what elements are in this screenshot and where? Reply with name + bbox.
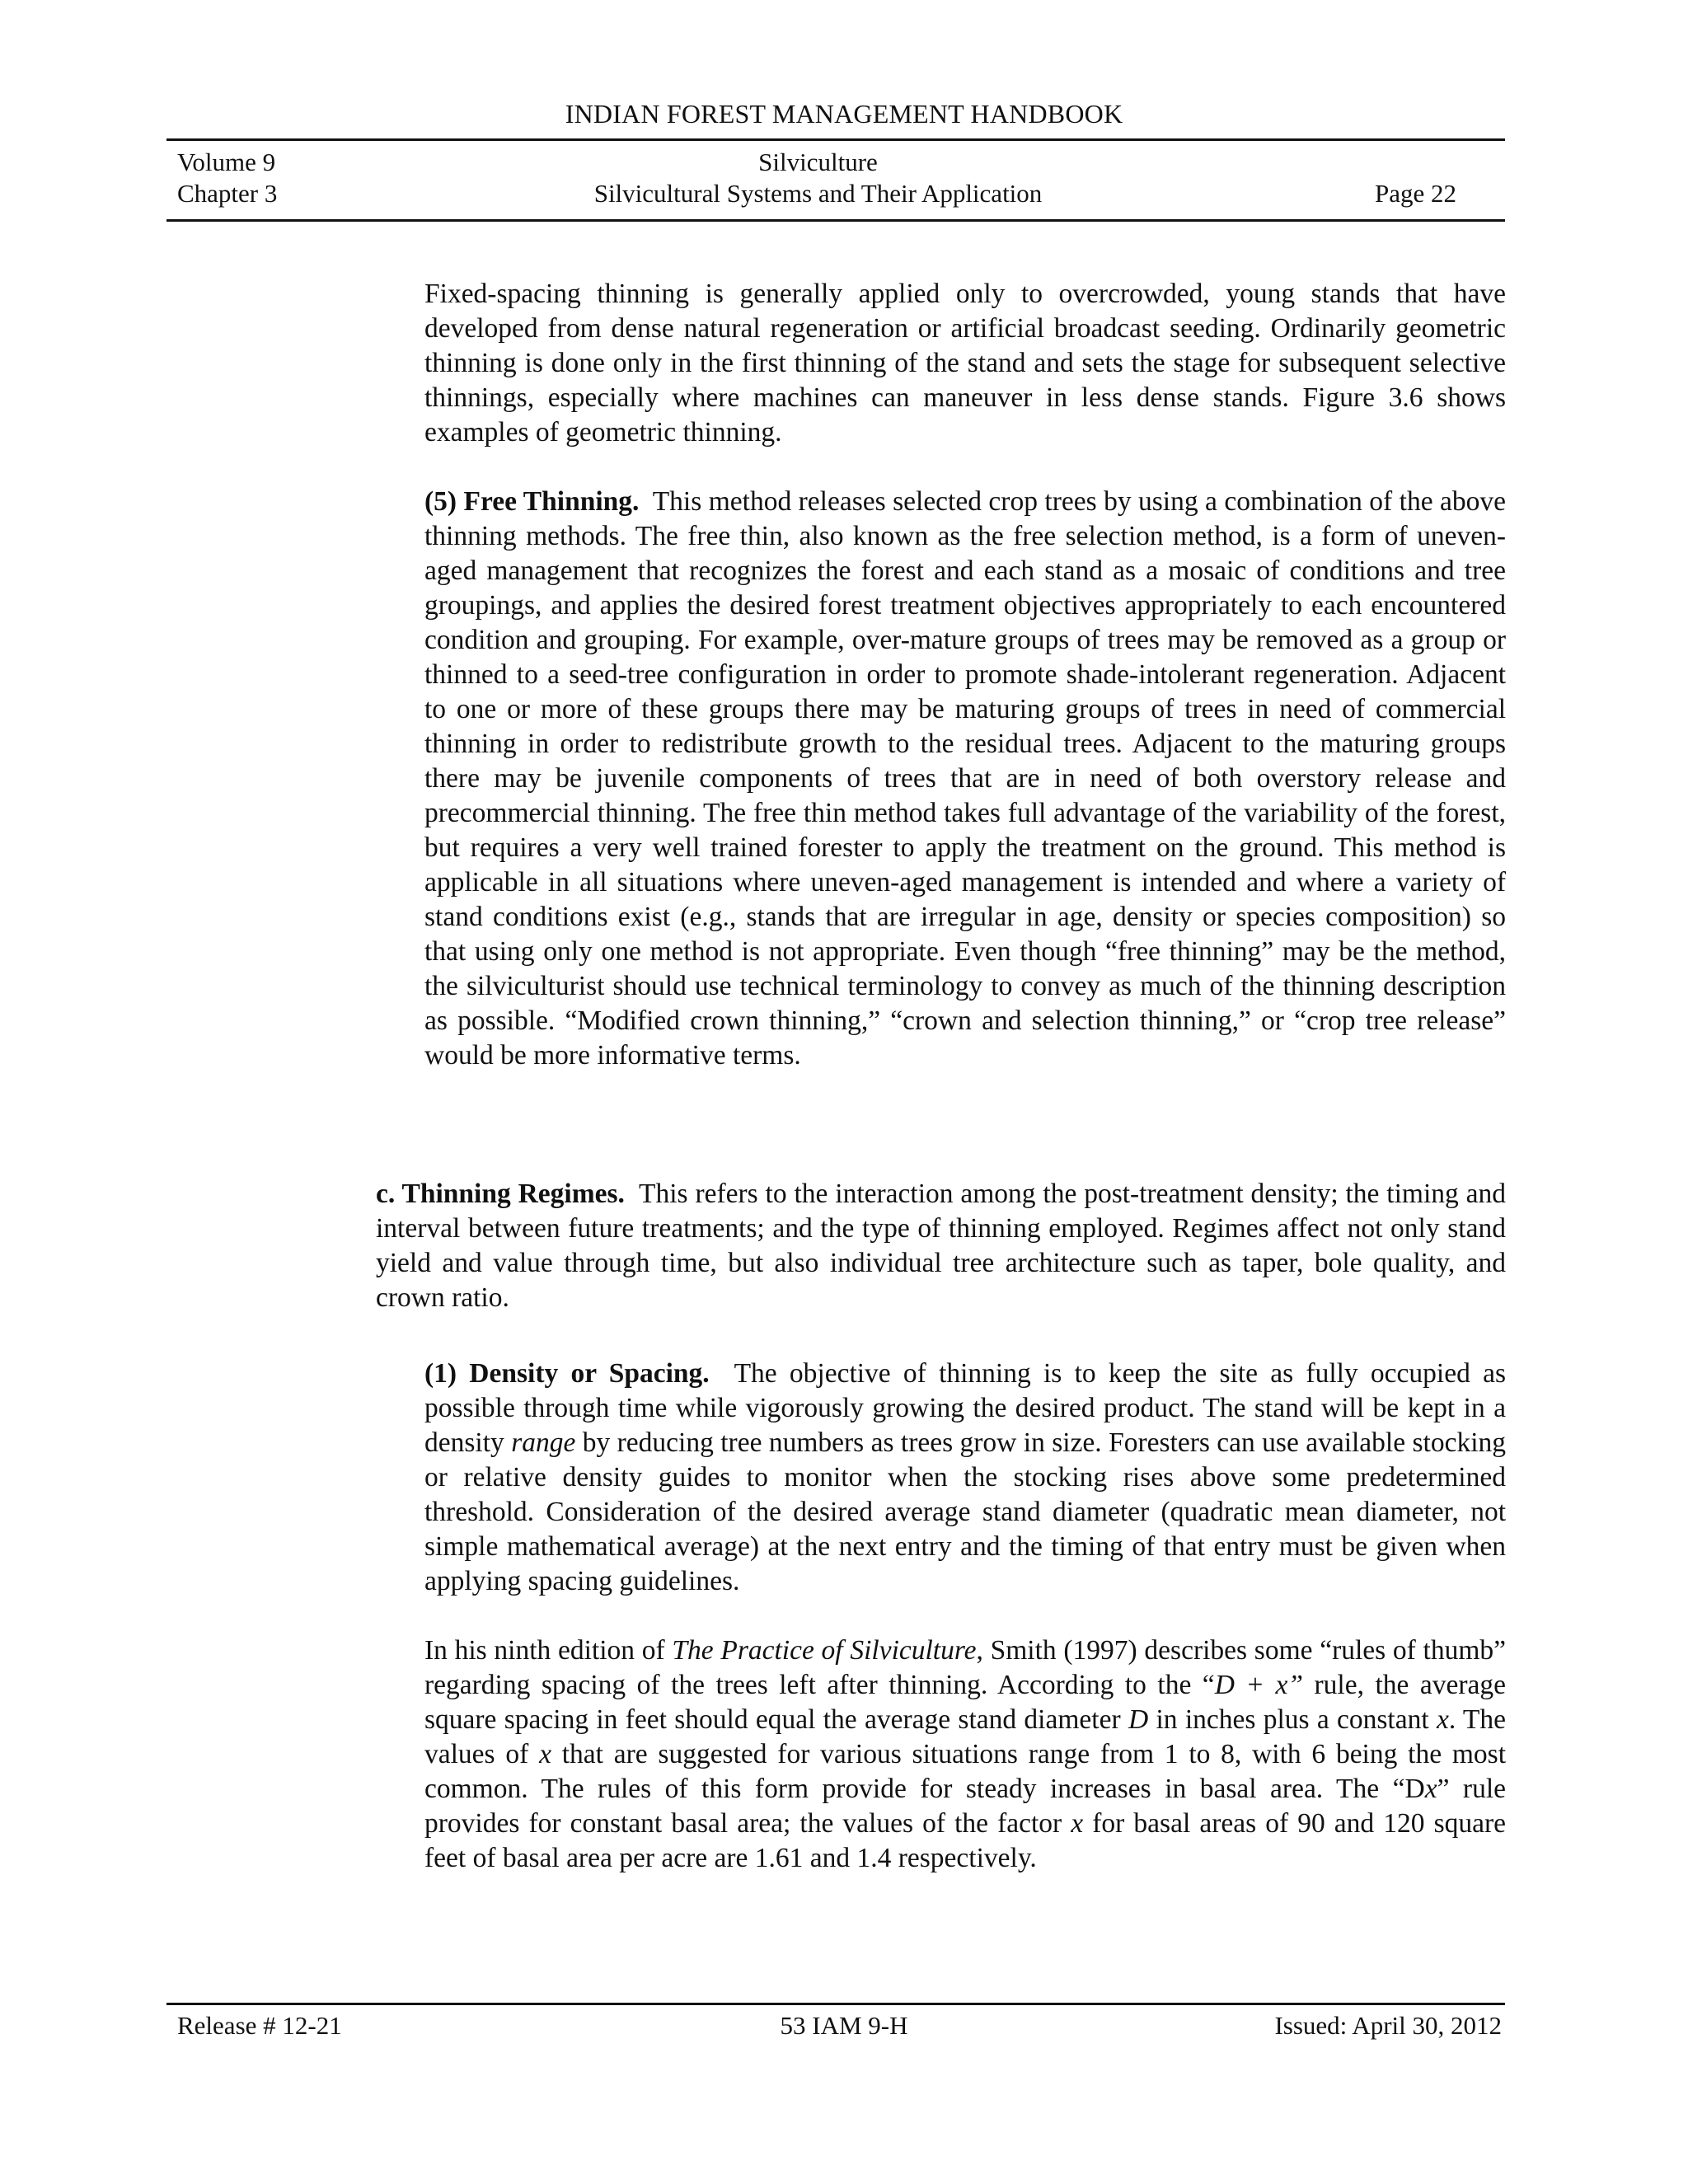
rules-text-e: . The values of (424, 1704, 1507, 1769)
handbook-title: INDIAN FOREST MANAGEMENT HANDBOOK (565, 99, 1123, 129)
density-spacing-text-a: The objective of thinning is to keep the site as fully occupied as possible through time while vigorously growing the desired product. The stand will be kept in a density (424, 1358, 1506, 1458)
release-number: Release # 12-21 (177, 2011, 342, 2040)
thinning-regimes-text: This refers to the interaction among the post-treatment density; the timing and interval between future treatments; and the type of thinning employed. Regimes affect not only stand yield and value through time, but also individual tree architecture such as taper, bole quality, and crown ratio. (376, 1179, 1506, 1313)
rules-text-a: In his ninth edition of (424, 1635, 665, 1666)
paragraph-thinning-regimes (376, 1177, 1506, 1315)
density-spacing-heading: (1) Density or Spacing. (424, 1358, 710, 1389)
density-range-emphasis: range (511, 1427, 576, 1458)
variable-x: x (1436, 1704, 1449, 1735)
paragraph-rules-of-thumb (424, 1633, 1506, 1876)
chapter-title: Silvicultural Systems and Their Application (593, 179, 1043, 208)
paragraph-fixed-spacing: Fixed-spacing thinning is generally applied only to overcrowded, young stands that have developed from dense natural regeneration or artificial broadcast seeding. Ordinarily geometric thinning is done only in the first thinning of the stand and sets the stage for subsequent selective thinnings, especially where machines can maneuver in less dense stands. Figure 3.6 shows examples of geometric thinning. (424, 279, 1506, 448)
volume-label: Volume 9 (177, 148, 276, 176)
variable-x: x (1071, 1808, 1084, 1839)
document-code: 53 IAM 9-H (780, 2011, 908, 2040)
chapter-label: Chapter 3 (177, 179, 278, 208)
rules-text-c: rule, the average square spacing in feet should equal the average stand diameter (424, 1670, 1506, 1735)
free-thinning-text: This method releases selected crop trees by using a combination of the above thinning methods. The free thin, also known as the free selection method, is a form of uneven-aged management that recognizes the forest and each stand as a mosaic of conditions and tree groupings, and applies the desired forest treatment objectives appropriately to each encountered condition and grouping. For example, over-mature groups of trees may be removed as a group or thinned to a seed-tree configuration in order to promote shade-intolerant regeneration. Adjacent to one or more of these groups there may be maturing groups of trees in need of commercial thinning in order to redistribute growth to the residual trees. Adjacent to the maturing groups there may be juvenile components of trees that are in need of both overstory release and precommercial thinning. The free thin method takes full advantage of the variability of the forest, but requires a very well trained forester to apply the treatment on the ground. This method is applicable in all situations where uneven-aged management is intended and where a variety of stand conditions exist (e.g., stands that are irregular in age, density or species composition) so that using only one method is not appropriate. Even though “free thinning” may be the method, the silviculturist should use technical terminology to convey as much of the thinning description as possible. “Modified crown thinning,” “crown and selection thinning,” or “crop tree release” would be more informative terms. (424, 486, 1506, 1071)
header-top-rule (166, 138, 1505, 141)
rules-text-g: ” rule provides for constant basal area; the values of the factor (424, 1774, 1506, 1839)
density-spacing-text-b: by reducing tree numbers as trees grow in size. Foresters can use available stocking or relative density guides to monitor when the stocking rises above some predetermined threshold. Consideration of the desired average stand diameter (quadratic mean diameter, not simple mathematical average) at the next entry and the timing of that entry must be given when applying spacing guidelines. (424, 1427, 1507, 1596)
header-bottom-rule (166, 219, 1505, 222)
paragraph-density-spacing (424, 1357, 1506, 1599)
free-thinning-heading: (5) Free Thinning. (424, 486, 640, 517)
rules-text-h: for basal areas of 90 and 120 square feet of basal area per acre are 1.61 and 1.4 respectively. (424, 1808, 1507, 1873)
paragraph-free-thinning (424, 485, 1506, 1073)
rules-text-b: , Smith (1997) describes some “rules of thumb” regarding spacing of the trees left after thinning. According to the “ (424, 1635, 1507, 1700)
book-title: The Practice of Silviculture (672, 1635, 977, 1666)
rules-text-f: that are suggested for various situations range from 1 to 8, with 6 being the most common. The rules of this form provide for steady increases in basal area. The “D (424, 1739, 1507, 1804)
variable-x: x (1424, 1774, 1437, 1804)
rules-text-d: in inches plus a constant (1156, 1704, 1429, 1735)
subject-label: Silviculture (758, 148, 878, 176)
page-number: Page 22 (1375, 179, 1457, 208)
variable-x: x (539, 1739, 551, 1769)
variable-d: D (1128, 1704, 1149, 1735)
issued-date: Issued: April 30, 2012 (1274, 2011, 1502, 2040)
thinning-regimes-heading: c. Thinning Regimes. (376, 1179, 625, 1209)
d-plus-x-rule: D + x” (1214, 1670, 1303, 1700)
footer-rule (166, 2003, 1505, 2005)
